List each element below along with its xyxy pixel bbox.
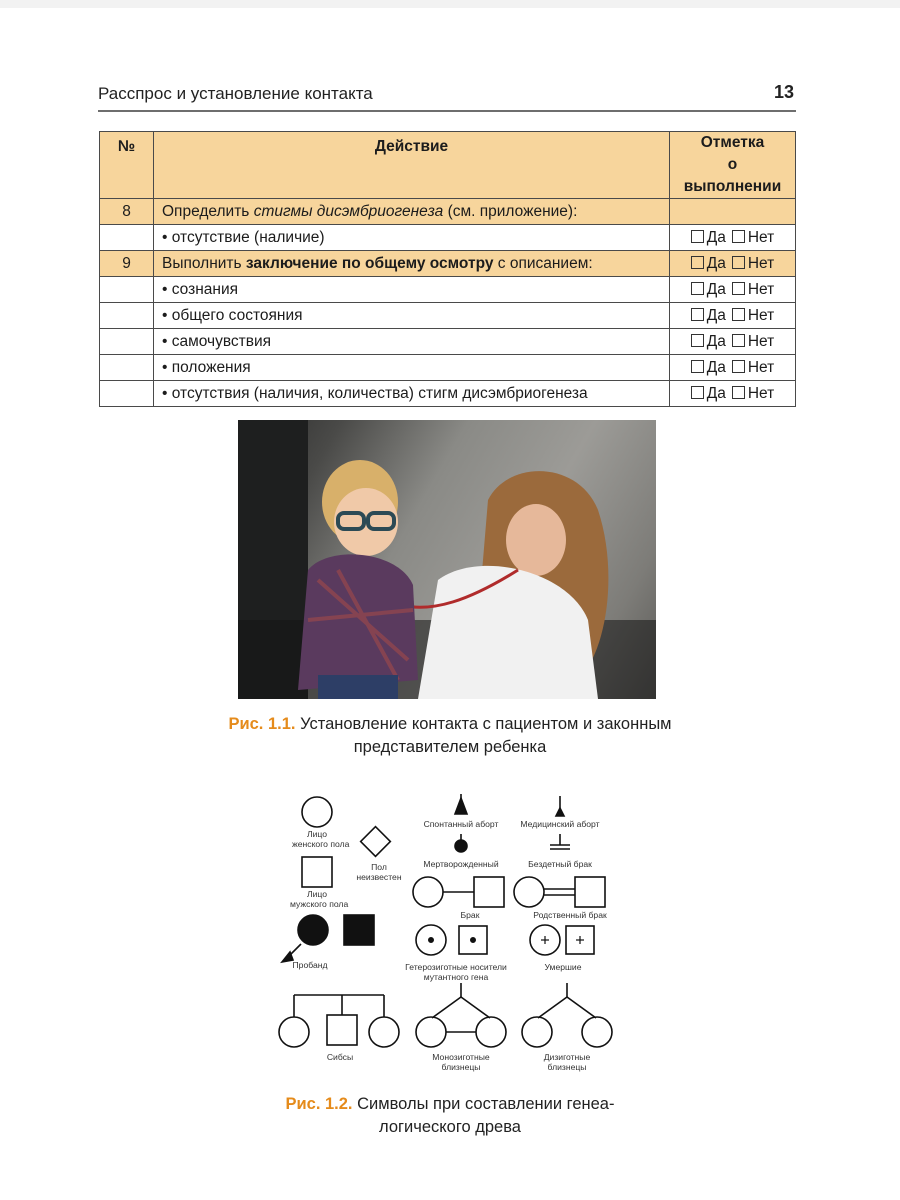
marriage-male (474, 877, 504, 907)
yes-checkbox[interactable] (691, 230, 704, 243)
female-label: Лицо женского пола (292, 829, 350, 849)
top-band (0, 0, 900, 8)
no-checkbox[interactable] (732, 334, 745, 347)
row-action: • общего состояния (154, 303, 670, 329)
figure-1-label: Рис. 1.1. (228, 715, 296, 733)
dizygotic-twin-1 (522, 1017, 552, 1047)
row-mark: Да Нет (670, 329, 796, 355)
childless-marriage-label: Бездетный брак (528, 859, 592, 869)
row-mark: Да Нет (670, 225, 796, 251)
row-action: Выполнить заключение по общему осмотру с описанием: (154, 251, 670, 277)
proband-label: Пробанд (292, 960, 328, 970)
stillborn-label: Мертворожденный (423, 859, 499, 869)
row-action: • самочувствия (154, 329, 670, 355)
table-row (100, 355, 796, 381)
no-checkbox[interactable] (732, 256, 745, 269)
row-action: • отсутствие (наличие) (154, 225, 670, 251)
figure-2-caption: Рис. 1.2. Символы при составлении генеа- логического древа (285, 1095, 615, 1136)
monozygotic-twin-1 (416, 1017, 446, 1047)
table-row (100, 303, 796, 329)
row-mark-empty (670, 199, 796, 225)
doctor-child-photo (238, 420, 656, 699)
yes-checkbox[interactable] (691, 282, 704, 295)
row-mark: Да Нет (670, 277, 796, 303)
no-checkbox[interactable] (732, 282, 745, 295)
running-head-title: Расспрос и установление контакта (98, 84, 373, 103)
dizygotic-twins-label: Дизиготные близнецы (543, 1052, 591, 1072)
deceased-label: Умершие (544, 962, 582, 972)
proband-male (344, 915, 374, 945)
no-checkbox[interactable] (732, 386, 745, 399)
consanguineous-marriage-label: Родственный брак (533, 910, 607, 920)
unknown-sex-label: Пол неизвестен (356, 862, 402, 882)
sibs-male (327, 1015, 357, 1045)
running-head (98, 82, 796, 112)
yes-checkbox[interactable] (691, 334, 704, 347)
row-action: Определить стигмы дисэмбриогенеза (см. приложение): (154, 199, 670, 225)
unknown-sex-symbol (361, 827, 391, 857)
no-checkbox[interactable] (732, 360, 745, 373)
marriage-female (413, 877, 443, 907)
row-mark: Да Нет (670, 355, 796, 381)
proband-female (298, 915, 328, 945)
no-checkbox[interactable] (732, 230, 745, 243)
consanguineous-female (514, 877, 544, 907)
row-action: • отсутствия (наличия, количества) стигм дисэмбриогенеза (154, 381, 670, 407)
marriage-label: Брак (460, 910, 480, 920)
consanguineous-male (575, 877, 605, 907)
stillborn-symbol (455, 840, 467, 852)
row-action: • сознания (154, 277, 670, 303)
figure-2-label: Рис. 1.2. (285, 1095, 353, 1113)
dizygotic-twin-2 (582, 1017, 612, 1047)
spontaneous-abortion-symbol (455, 798, 467, 814)
column-header-mark-line2: о выполнении (683, 156, 782, 195)
heterozygous-label: Гетерозиготные носители мутантного гена (405, 962, 507, 982)
monozygotic-twin-2 (476, 1017, 506, 1047)
row-mark: Да Нет (670, 303, 796, 329)
column-header-action: Действие (154, 132, 670, 199)
row-mark: Да Нет (670, 381, 796, 407)
no-checkbox[interactable] (732, 308, 745, 321)
row-action: • положения (154, 355, 670, 381)
table-row (100, 199, 796, 225)
row-number: 9 (100, 251, 154, 277)
table-row (100, 329, 796, 355)
checklist-table (99, 131, 796, 407)
sibs-female-2 (369, 1017, 399, 1047)
male-symbol (302, 857, 332, 887)
male-label: Лицо мужского пола (290, 889, 349, 909)
sibs-label: Сибсы (326, 1052, 354, 1062)
sibs-female-1 (279, 1017, 309, 1047)
monozygotic-twins-label: Монозиготные близнецы (432, 1052, 490, 1072)
row-number: 8 (100, 199, 154, 225)
row-mark: Да Нет (670, 251, 796, 277)
table-header-row (100, 132, 796, 199)
medical-abortion-label: Медицинский аборт (520, 819, 600, 829)
yes-checkbox[interactable] (691, 256, 704, 269)
yes-checkbox[interactable] (691, 386, 704, 399)
yes-checkbox[interactable] (691, 308, 704, 321)
column-header-mark-line1: Отметка (700, 134, 765, 151)
medical-abortion-symbol (556, 808, 564, 816)
genealogy-symbols-diagram (270, 790, 630, 1080)
spontaneous-abortion-label: Спонтанный аборт (423, 819, 499, 829)
yes-checkbox[interactable] (691, 360, 704, 373)
photo-illustration (238, 420, 656, 699)
column-header-num: № (100, 132, 154, 199)
table-row (100, 381, 796, 407)
table-row (100, 251, 796, 277)
female-symbol (302, 797, 332, 827)
table-row (100, 277, 796, 303)
page-number: 13 (773, 82, 794, 102)
column-header-mark (670, 132, 796, 199)
table-row (100, 225, 796, 251)
figure-1-caption: Рис. 1.1. Установление контакта с пациентом и законным представителем ребенка (228, 715, 672, 756)
